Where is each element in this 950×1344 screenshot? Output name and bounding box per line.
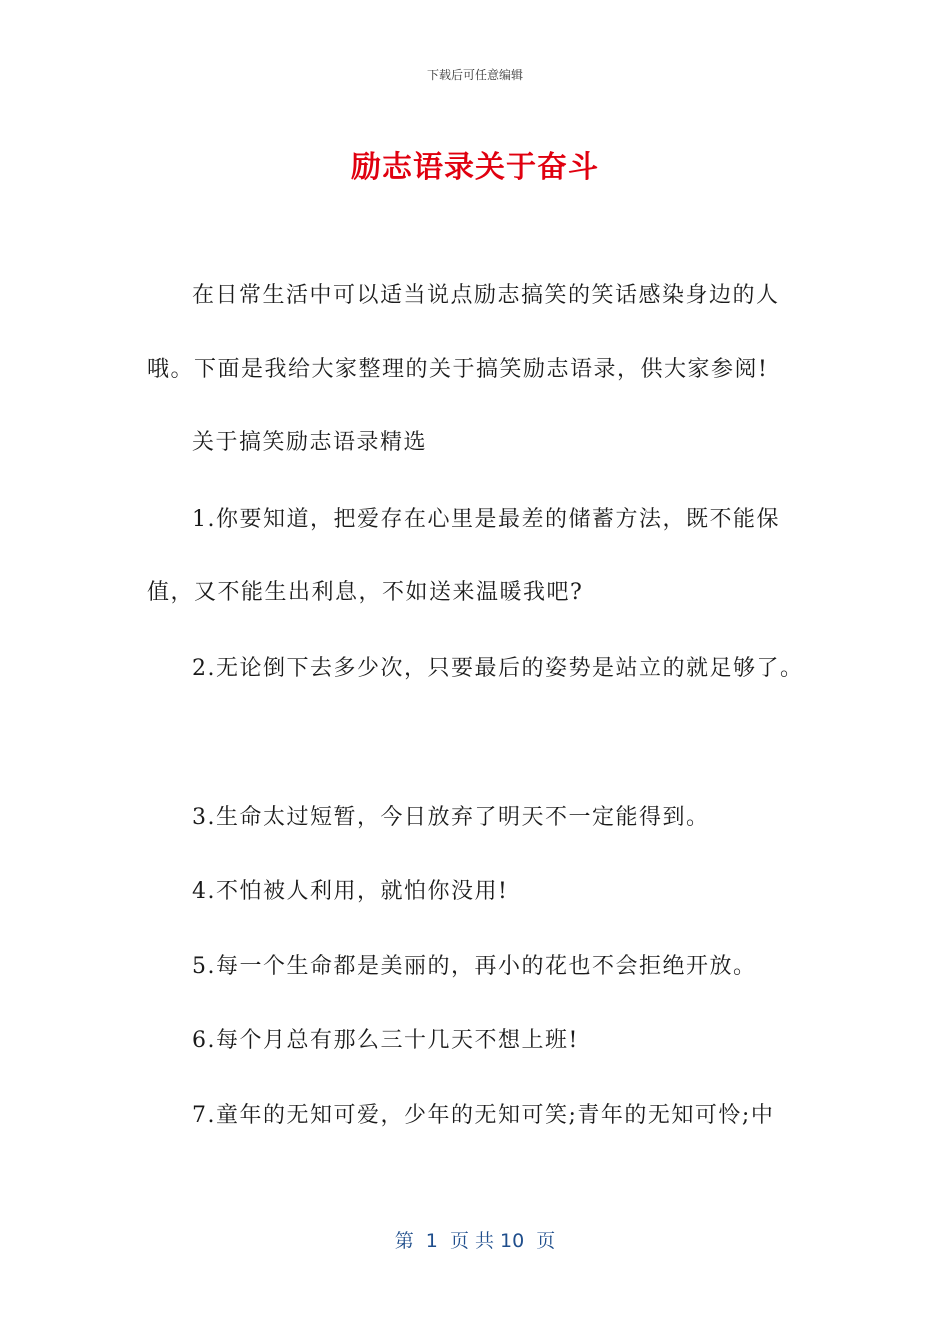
list-item: 1.你要知道，把爱存在心里是最差的储蓄方法，既不能保 [192, 507, 780, 532]
list-item: 4.不怕被人利用，就怕你没用! [192, 879, 509, 904]
document-title: 励志语录关于奋斗 [351, 150, 599, 185]
list-item-continuation: 值，又不能生出利息，不如送来温暖我吧? [147, 580, 584, 605]
list-item: 7.童年的无知可爱，少年的无知可笑;青年的无知可怜;中 [192, 1103, 775, 1128]
list-item: 2.无论倒下去多少次，只要最后的姿势是站立的就足够了。 [192, 656, 804, 681]
page-number-footer: 第 1 页 共 10 页 [394, 1230, 556, 1252]
list-item: 3.生命太过短暂，今日放弃了明天不一定能得到。 [192, 805, 710, 830]
paragraph-line: 在日常生活中可以适当说点励志搞笑的笑话感染身边的人 [192, 283, 780, 308]
list-item: 6.每个月总有那么三十几天不想上班! [192, 1028, 579, 1053]
paragraph-line: 哦。下面是我给大家整理的关于搞笑励志语录，供大家参阅! [147, 357, 769, 382]
header-note: 下载后可任意编辑 [426, 68, 523, 82]
section-heading: 关于搞笑励志语录精选 [192, 430, 428, 455]
list-item: 5.每一个生命都是美丽的，再小的花也不会拒绝开放。 [192, 954, 757, 979]
